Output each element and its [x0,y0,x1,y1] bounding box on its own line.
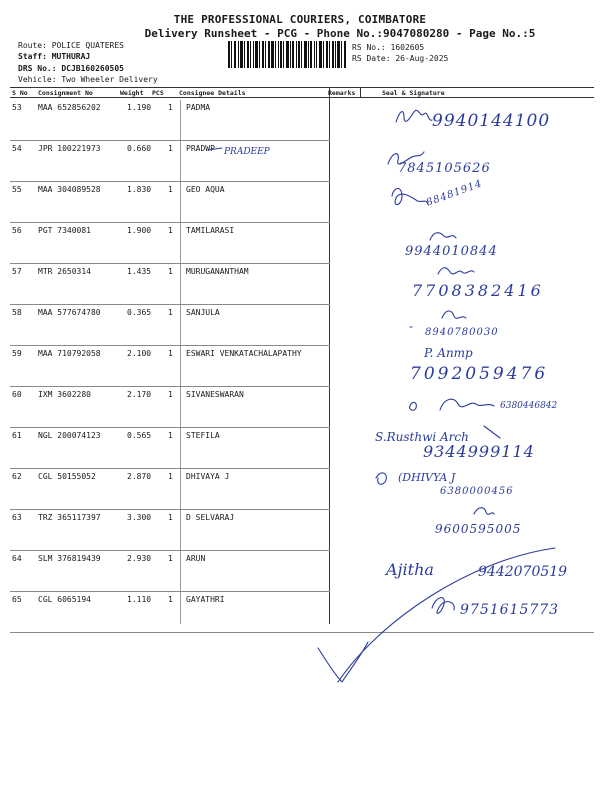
handwritten-phone: 7845105626 [398,161,491,176]
row-consignment: SLM 376819439 [38,554,101,563]
col-seal-signature: Seal & Signature [382,89,445,97]
row-sno: 53 [12,103,22,112]
row-sno: 59 [12,349,22,358]
row-pcs: 1 [168,308,173,317]
row-pcs: 1 [168,554,173,563]
row-sno: 61 [12,431,22,440]
col-weight: Weight [120,89,144,97]
row-consignee: TAMILARASI [186,226,235,235]
row-consignee: SIVANESWARAN [186,390,244,399]
row-pcs: 1 [168,390,173,399]
row-consignee: STEFILA [186,431,220,440]
row-pcs: 1 [168,267,173,276]
row-consignee: DHIVAYA J [186,472,230,481]
row-consignee: ARUN [186,554,206,563]
row-consignment: CGL 6065194 [38,595,91,604]
row-consignee: D SELVARAJ [186,513,235,522]
row-weight: 1.190 [127,103,152,112]
row-pcs: 1 [168,595,173,604]
row-sno: 58 [12,308,22,317]
col-consignment: Consignment No [38,89,93,97]
row-consignment: TRZ 365117397 [38,513,101,522]
col-pcs: PCS [152,89,164,97]
staff-label: Staff: MUTHURAJ [18,52,91,61]
row-weight: 1.110 [127,595,152,604]
handwritten-phone: 9751615773 [460,602,560,618]
row-weight: 1.435 [127,267,152,276]
rs-date: RS Date: 26-Aug-2025 [352,54,449,63]
row-pcs: 1 [168,431,173,440]
row-weight: 0.365 [127,308,152,317]
row-sno: 62 [12,472,22,481]
row-consignment: MAA 710792058 [38,349,101,358]
runsheet-subtitle: Delivery Runsheet - PCG - Phone No.:9047080280 - Page No.:5 [144,27,536,40]
row-weight: 0.565 [127,431,152,440]
rs-number: RS No.: 1602605 [352,43,425,52]
row-sno: 63 [12,513,22,522]
drs-label: DRS No.: DCJB160260505 [18,64,124,73]
row-consignee: PADMA [186,103,211,112]
row-pcs: 1 [168,185,173,194]
handwritten-correction: PRADEEP [224,147,270,157]
row-sno: 54 [12,144,22,153]
row-sno: 55 [12,185,22,194]
handwritten-signature: Ajitha [386,560,434,579]
row-weight: 2.100 [127,349,152,358]
row-pcs: 1 [168,144,173,153]
handwritten-phone: 6380446842 [500,401,558,411]
handwritten-phone: 9940144100 [432,111,551,131]
row-pcs: 1 [168,226,173,235]
row-sno: 65 [12,595,22,604]
row-sno: 57 [12,267,22,276]
col-consignee: Consignee Details [179,89,246,97]
runsheet-title: THE PROFESSIONAL COURIERS, COIMBATORE [173,13,427,26]
row-weight: 2.870 [127,472,152,481]
row-weight: 3.300 [127,513,152,522]
handwritten-phone: 7092059476 [410,364,549,384]
row-pcs: 1 [168,513,173,522]
row-weight: 1.830 [127,185,152,194]
row-consignment: IXM 3602280 [38,390,91,399]
handwritten-phone: 9944010844 [405,244,498,259]
handwritten-signature: S.Rusthwi Arch [375,430,469,444]
row-consignment: PGT 7340081 [38,226,91,235]
row-consignment: NGL 200074123 [38,431,101,440]
handwritten-signature: (DHIVYA J [398,471,456,484]
row-sno: 64 [12,554,22,563]
row-pcs: 1 [168,472,173,481]
row-consignment: JPR 100221973 [38,144,101,153]
row-consignment: MTR 2650314 [38,267,91,276]
row-consignee: MURUGANANTHAM [186,267,249,276]
row-consignee: GAYATHRI [186,595,225,604]
col-remarks: Remarks [328,89,356,97]
handwritten-phone: 9442070519 [478,564,568,580]
col-sno: S No [12,89,28,97]
row-consignment: MAA 577674780 [38,308,101,317]
row-pcs: 1 [168,349,173,358]
row-consignee: ESWARI VENKATACHALAPATHY [186,349,302,358]
row-consignment: MAA 304089528 [38,185,101,194]
handwritten-phone: 88481914 [424,178,485,209]
row-sno: 56 [12,226,22,235]
handwritten-phone: 9344999114 [423,442,535,461]
handwritten-phone: 8940780030 [425,327,499,338]
row-weight: 2.170 [127,390,152,399]
vehicle-label: Vehicle: Two Wheeler Delivery [18,75,158,84]
row-consignee: SANJULA [186,308,220,317]
row-consignment: CGL 50155052 [38,472,96,481]
route-label: Route: POLICE QUATERES [18,41,124,50]
handwritten-signature: P. Anmp [424,346,473,360]
row-sno: 60 [12,390,22,399]
handwritten-phone: 6380000456 [440,486,514,497]
handwritten-phone: 7708382416 [412,281,544,300]
row-consignee: PRADWP [186,144,215,153]
row-consignee: GEO AQUA [186,185,225,194]
row-weight: 0.660 [127,144,152,153]
handwritten-phone: 9600595005 [435,522,522,536]
row-weight: 1.900 [127,226,152,235]
row-weight: 2.930 [127,554,152,563]
row-consignment: MAA 652856202 [38,103,101,112]
row-pcs: 1 [168,103,173,112]
